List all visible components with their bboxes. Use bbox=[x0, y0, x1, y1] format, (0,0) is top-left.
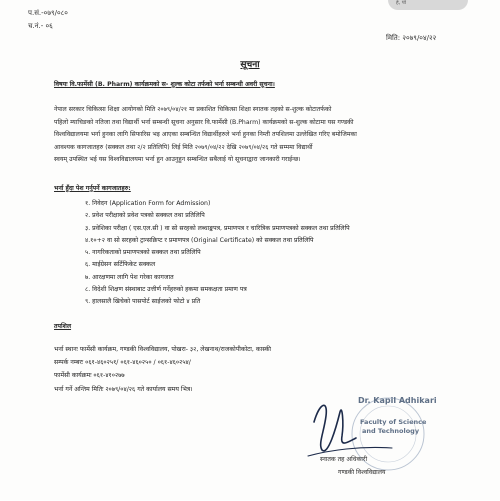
document-item: ९. हालसालै खिचेको पासपोर्ट साईजको फोटो ४ प्रति bbox=[85, 298, 201, 306]
notice-paragraph bbox=[54, 104, 454, 167]
admission-address: भर्ना स्थानः फार्मेसी कार्यक्रम, गण्डकी विश्वविद्यालय, पोखरा- ३२, लेखनाथ/राजकोपीकोटा, कास्की bbox=[54, 346, 271, 353]
contact-block bbox=[54, 343, 271, 396]
document-item: ६. माईग्रेसन सर्टिफिकेट सक्कल bbox=[85, 261, 156, 269]
notice-subject: विषयः वि.फार्मेसी (B. Pharm) कार्यक्रमको स- शुल्क कोटा तर्फको भर्ना सम्बन्धी अवरी सूचना। bbox=[54, 81, 275, 88]
document-item: १. निवेदन (Application Form for Admission) bbox=[85, 200, 211, 207]
seal-line-2: and Technology bbox=[362, 427, 420, 435]
paragraph-line: आवश्यक कागजातहरु (सक्कल तथा २/२ प्रतिलिपि) लिई मिति २०७९/०४/२२ देखि २०७९/०४/२६ गते सम्ममा विद्यार्थी bbox=[54, 143, 313, 151]
seal-line-1: Faculty of Science bbox=[360, 418, 427, 426]
paragraph-line: पहिलो म्याचिङको नतिजा तथा विद्यार्थी भर्ना सम्बन्धी सूचना अनुसार वि.फार्मेसी (B.Pharm) कार्यक्रमको स-शुल्क कोटामा यस गण्डकी bbox=[54, 118, 354, 126]
document-item: ५. नागरिकताको प्रमाणपत्रको सक्कल तथा प्रतिलिपि bbox=[85, 249, 201, 257]
paragraph-line: विश्वविद्यालयमा भर्ना हुनका लागि सिफारिस भइ आएका सम्बन्धित विद्यार्थीहरुले भर्ना हुनका निम्ती तपशिलमा उल्लेखित गरिए बमोजिमका bbox=[54, 131, 357, 138]
pharmacy-phone: फार्मेसी कार्यक्रमः ०६१-४१०२७७ bbox=[54, 372, 125, 380]
document-item: ७. आरक्षणमा लागि पेश गरेका कागजात bbox=[85, 273, 174, 281]
notice-date: मिति: २०७९/०४/२२ bbox=[386, 34, 437, 42]
dispatch-number: च.नं.- ०६ bbox=[28, 22, 53, 30]
document-item: ४.१०+२ वा सो सरहको ट्रान्सक्रिप्ट र प्रमाणपत्र (Original Certificate) को सक्कल तथा प्रतिलिपि bbox=[85, 236, 314, 244]
signatory-university: गण्डकी विश्वविद्यालय bbox=[338, 469, 386, 476]
documents-list bbox=[85, 198, 350, 309]
notice-title: सूचना bbox=[240, 60, 260, 70]
signature-block bbox=[300, 392, 470, 497]
document-item: ८. विदेशी शिक्षण संस्थाबाट उत्तीर्ण गर्नेहरुको हकमा समकक्षता प्रमाण पत्र bbox=[85, 286, 247, 294]
paragraph-line: स्वयम् उपस्थित भई यस विश्वविद्यालयमा भर्ना हुन आउनुहुन सम्बन्धित सबैलाई यो सूचनाद्वारा जानकारी गराईन्छ। bbox=[54, 156, 301, 163]
document-item: ३. प्रवेशिका परीक्षा ( एस.एल.सी ) वा सो सरहको लब्धाङ्कपत्र, प्रमाणपत्र र चारित्रिक प्रमाणपत्रको सक्कल तथा प्रतिलिपि bbox=[85, 224, 350, 232]
paragraph-line: नेपाल सरकार चिकित्सा शिक्षा आयोगको मिति २०७९/०४/२१ मा प्रकाशित चिकित्सा शिक्षा स्नातक तहको स-शुल्क कोटातर्फको bbox=[54, 106, 332, 113]
signature-and-seal-graphic bbox=[300, 392, 470, 497]
document-item: २. प्रवेश परीक्षाको प्रवेश पत्रको सक्कल तथा प्रतिलिपि bbox=[85, 212, 205, 220]
signatory-title: स्नातक तह अधिकारी bbox=[320, 456, 368, 463]
tapsil-heading: तपशिल bbox=[54, 323, 72, 330]
admission-deadline: भर्ना गर्ने अन्तिम मितिः २०७९/०४/२६ गते कार्यालय समय भित्र। bbox=[54, 385, 193, 393]
contact-phones: सम्पर्क नम्बरः ०६१-४६०२५१/ ०६१-४६०२५० / ०६१-४६०२५४/ bbox=[54, 359, 191, 367]
documents-heading: भर्ना हुँदा पेश गर्नुपर्ने कागजातहरु: bbox=[54, 185, 131, 192]
signatory-name-stamp: Dr. Kapil Adhikari bbox=[358, 396, 437, 405]
reference-number: प.सं.-०७९/०८० bbox=[28, 9, 68, 17]
top-stamp-text: हे, पो bbox=[396, 0, 406, 6]
